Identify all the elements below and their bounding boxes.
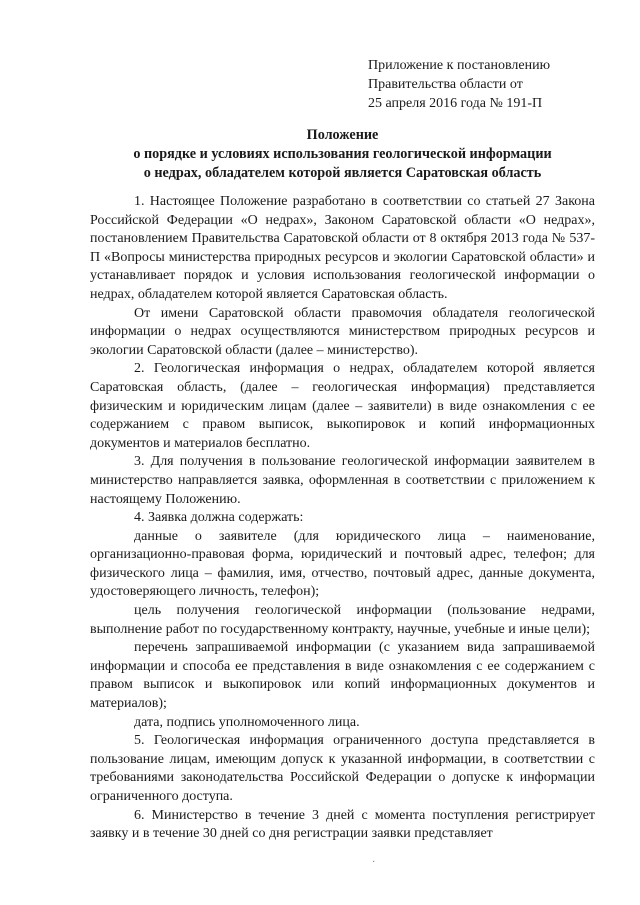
paragraph: перечень запрашиваемой информации (с указанием вида запрашиваемой информации и способа ее представления в виде ознакомления с ее содержанием с правом выписок и выкопировок или копий информационных документов и материалов);: [90, 640, 595, 712]
paragraph: 4. Заявка должна содержать:: [134, 510, 304, 526]
paragraph: 5. Геологическая информация ограниченного доступа представляется в пользование лицам, имеющим допуск к указанной информации, в соответствии с требованиями законодательства Российской Федерации о допуске к информации ограниченного доступа.: [90, 733, 595, 804]
approval-header-line: Приложение к постановлению: [368, 58, 551, 73]
paragraph: 6. Министерство в течение 3 дней с момента поступления регистрирует заявку и в течение 30 дней со дня регистрации заявки представляет: [90, 807, 595, 842]
title-line: о порядке и условиях использования геологической информации: [133, 146, 552, 162]
paragraph: 2. Геологическая информация о недрах, обладателем которой является Саратовская область, (далее – геологическая информация) представляется физическим и юридическим лицам (далее – заявители) в виде ознакомления с ее содержанием с правом выписок, выкопировок и копий информационных документов и материалов бесплатно.: [90, 361, 595, 451]
document-body: [90, 193, 595, 844]
approval-header-line: 25 апреля 2016 года № 191-П: [368, 96, 543, 111]
paragraph: 1. Настоящее Положение разработано в соответствии со статьей 27 Закона Российской Федерации «О недрах», Законом Саратовской области «О недрах», постановлением Правительства Саратовской области от 8 октября 2013 года № 537-П «Вопросы министерства природных ресурсов и экологии Саратовской области» и устанавливает порядок и условия использования геологической информации о недрах, обладателем которой является Саратовская область.: [90, 194, 595, 302]
paragraph: данные о заявителе (для юридического лица – наименование, организационно-правовая форма, юридический и почтовый адрес, телефон; для физического лица – фамилия, имя, отчество, почтовый адрес, данные документа, удостоверяющего личность, телефон);: [90, 528, 595, 600]
paragraph: цель получения геологической информации (пользование недрами, выполнение работ по государственному контракту, научные, учебные и иные цели);: [90, 603, 595, 637]
approval-header-line: Правительства области от: [368, 77, 523, 92]
paragraph: От имени Саратовской области правомочия обладателя геологической информации о недрах осуществляются министерством природных ресурсов и экологии Саратовской области (далее – министерство).: [90, 305, 595, 358]
document-title: [90, 126, 595, 183]
title-line: о недрах, обладателем которой является Саратовская область: [143, 165, 542, 181]
paragraph: 3. Для получения в пользование геологической информации заявителем в министерство направляется заявка, оформленная в соответствии с приложением к настоящему Положению.: [90, 454, 595, 507]
approval-header: [368, 56, 618, 113]
scan-speck: ·: [372, 857, 376, 868]
title-line: Положение: [306, 127, 379, 143]
paragraph: дата, подпись уполномоченного лица.: [134, 714, 360, 730]
